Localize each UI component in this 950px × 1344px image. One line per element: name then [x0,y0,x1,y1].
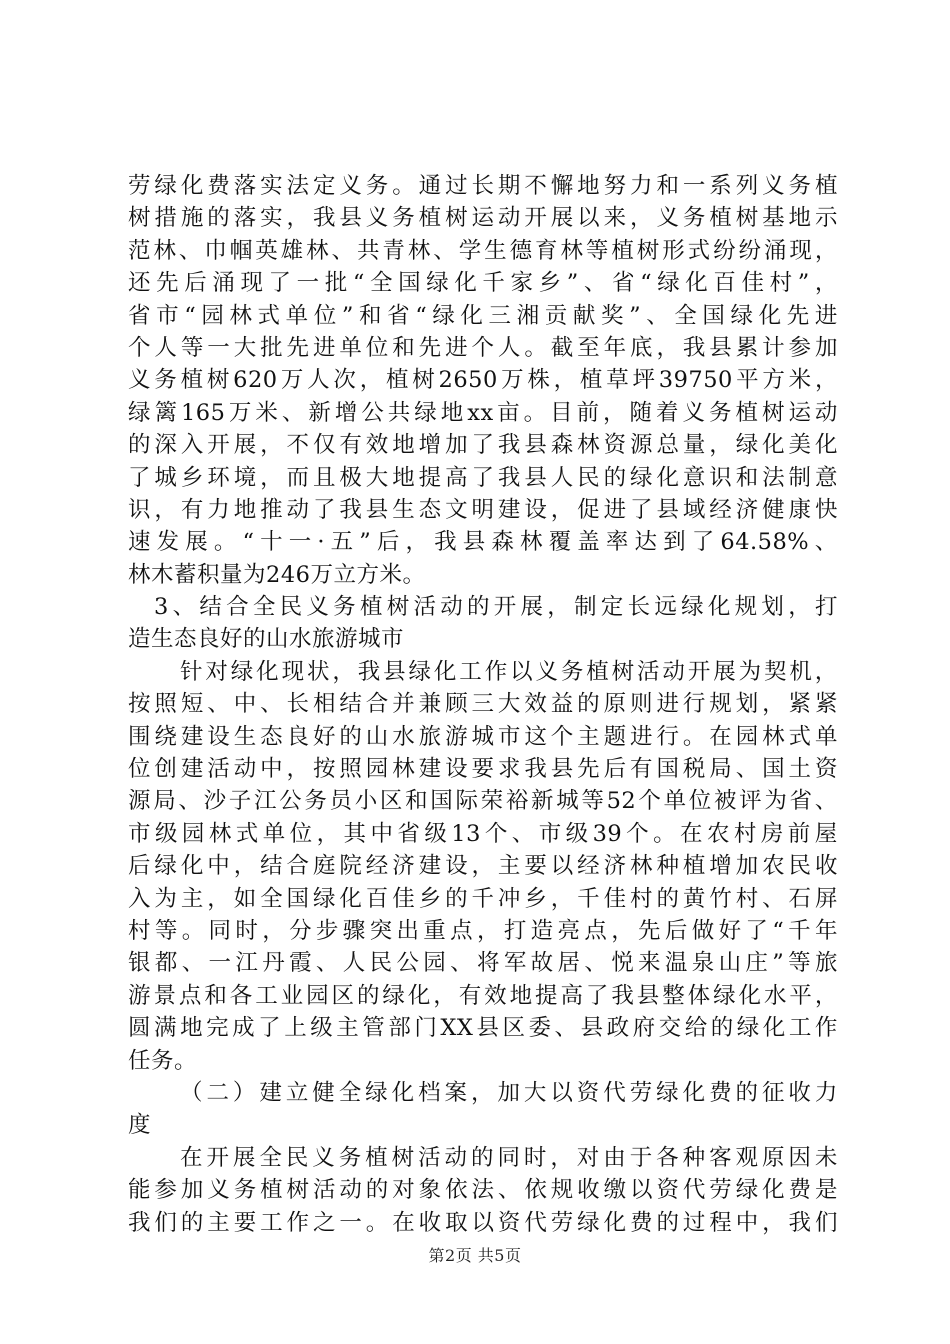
text-line: 林木蓄积量为246万立方米。 [128,561,426,588]
text-line: （ 二 ） 建 立 健 全 绿 化 档 案 ， 加 大 以 资 代 劳 绿 化 费 的 征 收 力 [180,1079,838,1106]
text-line: 还 先 后 涌 现 了 一 批 “ 全 国 绿 化 千 家 乡 ” 、 省 “ 绿 化 百 佳 村 ” ， [128,270,838,297]
text-line: 的 深 入 开 展 ， 不 仅 有 效 地 增 加 了 我 县 森 林 资 源 总 量 ， 绿 化 美 化 [128,432,838,459]
text-line: 围 绕 建 设 生 态 良 好 的 山 水 旅 游 城 市 这 个 主 题 进 行 。 在 园 林 式 单 [128,723,838,750]
text-line: 度 [128,1112,152,1139]
text-line: 个 人 等 一 大 批 先 进 单 位 和 先 进 个 人 。 截 至 年 底 ， 我 县 累 计 参 加 [128,334,838,361]
text-line: 银 都 、 一 江 丹 霞 、 人 民 公 园 、 将 军 故 居 、 悦 来 温 泉 山 庄 ” 等 旅 [128,950,838,977]
text-line: 范 林 、 巾 帼 英 雄 林 、 共 青 林 、 学 生 德 育 林 等 植 树 形 式 纷 纷 涌 现 ， [128,237,838,264]
text-line: 我 们 的 主 要 工 作 之 一 。 在 收 取 以 资 代 劳 绿 化 费 的 过 程 中 ， 我 们 [128,1209,838,1236]
text-line: 速 发 展 。 “ 十 一 · 五 ” 后 ， 我 县 森 林 覆 盖 率 达 到 了 64.58% 、 [128,529,838,556]
text-line: 位 创 建 活 动 中 ， 按 照 园 林 建 设 要 求 我 县 先 后 有 国 税 局 、 国 土 资 [128,756,838,783]
text-line: 游 景 点 和 各 工 业 园 区 的 绿 化 ， 有 效 地 提 高 了 我 县 整 体 绿 化 水 平 ， [128,982,838,1009]
text-line: 劳 绿 化 费 落 实 法 定 义 务 。 通 过 长 期 不 懈 地 努 力 和 一 系 列 义 务 植 [128,173,838,199]
text-line: 造生态良好的山水旅游城市 [128,626,405,653]
page-footer: 第2页 共5页 [428,1246,522,1265]
document-body [128,170,838,1239]
text-line: 省 市 “ 园 林 式 单 位 ” 和 省 “ 绿 化 三 湘 贡 献 奖 ” 、 全 国 绿 化 先 进 [128,302,838,329]
text-line: 市 级 园 林 式 单 位 ， 其 中 省 级 13 个 、 市 级 39 个 。 在 农 村 房 前 屋 [128,820,838,847]
text-line: 能 参 加 义 务 植 树 活 动 的 对 象 依 法 、 依 规 收 缴 以 资 代 劳 绿 化 费 是 [128,1177,838,1204]
text-line: 源 局 、 沙 子 江 公 务 员 小 区 和 国 际 荣 裕 新 城 等 52 个 单 位 被 评 为 省 、 [128,788,838,815]
text-line: 绿 篱 165 万 米 、 新 增 公 共 绿 地 xx 亩 。 目 前 ， 随 着 义 务 植 树 运 动 [128,399,838,426]
text-line: 按 照 短 、 中 、 长 相 结 合 并 兼 顾 三 大 效 益 的 原 则 进 行 规 划 ， 紧 紧 [128,691,838,718]
text-line: 任务。 [128,1047,198,1074]
text-line: 入 为 主 ， 如 全 国 绿 化 百 佳 乡 的 千 冲 乡 ， 千 佳 村 的 黄 竹 村 、 石 屏 [128,885,838,912]
text-line: 村 等 。 同 时 ， 分 步 骤 突 出 重 点 ， 打 造 亮 点 ， 先 后 做 好 了 “ 千 年 [128,917,838,944]
text-line: 3 、 结 合 全 民 义 务 植 树 活 动 的 开 展 ， 制 定 长 远 绿 化 规 划 ， 打 [154,594,838,621]
text-line: 树 措 施 的 落 实 ， 我 县 义 务 植 树 运 动 开 展 以 来 ， 义 务 植 树 基 地 示 [128,205,838,232]
text-line: 针 对 绿 化 现 状 ， 我 县 绿 化 工 作 以 义 务 植 树 活 动 开 展 为 契 机 ， [180,658,838,685]
text-line: 了 城 乡 环 境 ， 而 且 极 大 地 提 高 了 我 县 人 民 的 绿 化 意 识 和 法 制 意 [128,464,838,491]
text-line: 在 开 展 全 民 义 务 植 树 活 动 的 同 时 ， 对 由 于 各 种 客 观 原 因 未 [180,1144,838,1171]
text-line: 圆 满 地 完 成 了 上 级 主 管 部 门 XX 县 区 委 、 县 政 府 交 给 的 绿 化 工 作 [128,1015,838,1042]
text-line: 后 绿 化 中 ， 结 合 庭 院 经 济 建 设 ， 主 要 以 经 济 林 种 植 增 加 农 民 收 [128,853,838,880]
text-line: 识 ， 有 力 地 推 动 了 我 县 生 态 文 明 建 设 ， 促 进 了 县 域 经 济 健 康 快 [128,496,838,523]
text-line: 义 务 植 树 620 万 人 次 ， 植 树 2650 万 株 ， 植 草 坪 39750 平 方 米 ， [128,367,838,394]
